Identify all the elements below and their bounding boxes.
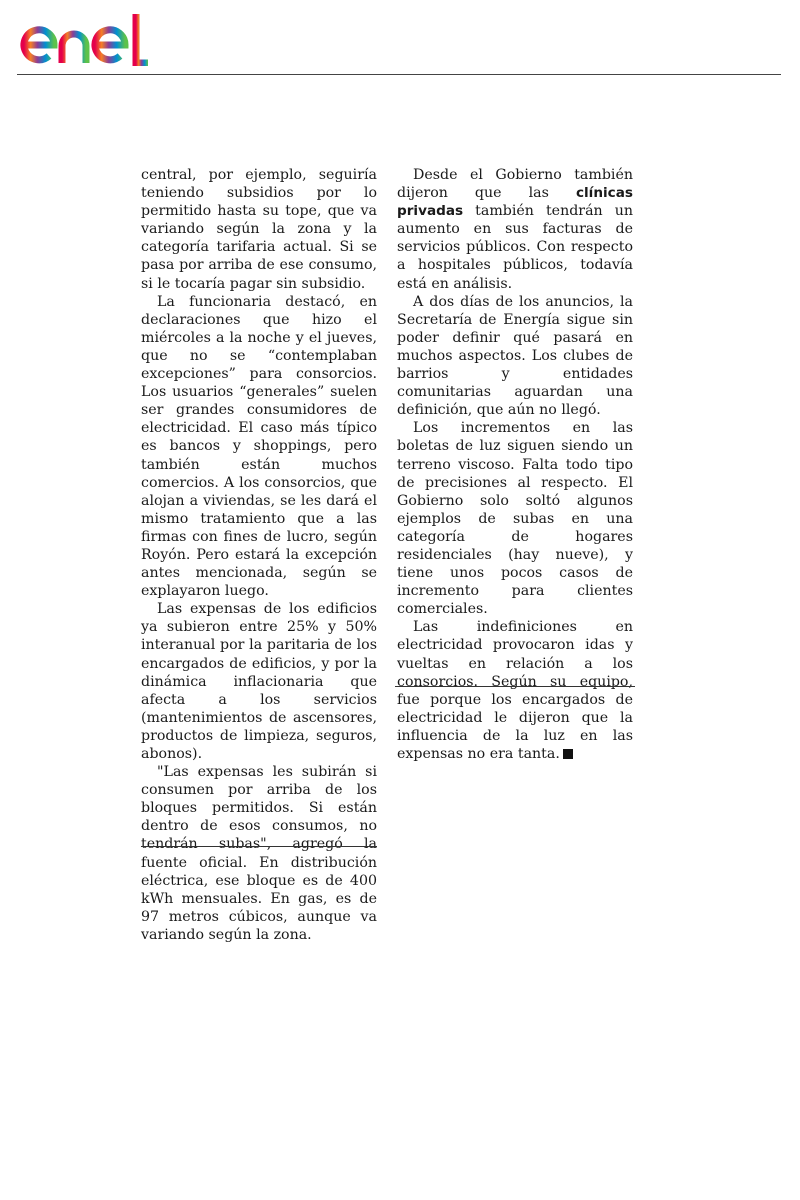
enel-logo	[18, 8, 170, 66]
text-run: también tendrán un aumento en sus facturas de servicios públicos. Con respecto a hospitales públicos, todavía está en análisis.	[397, 203, 633, 292]
paragraph	[397, 618, 633, 763]
text-run: Las indefiniciones en electricidad provocaron idas y vueltas en relación a los consorcios. Según su equipo, fue porque los encargados de electricidad le dijeron que la influencia de la luz en las expensas no era tanta.	[397, 619, 633, 762]
end-of-article-mark	[563, 749, 573, 759]
column-end-rule	[141, 846, 377, 847]
paragraph: Los incrementos en las boletas de luz siguen siendo un terreno viscoso. Falta todo tipo de precisiones al respecto. El Gobierno solo soltó algunos ejemplos de subas en una categoría de hogares residenciales (hay nueve), y tiene unos pocos casos de incremento para clientes comerciales.	[397, 420, 633, 618]
paragraph: A dos días de los anuncios, la Secretaría de Energía sigue sin poder definir qué pasará en muchos aspectos. Los clubes de barrios y entidades comunitarias aguardan una definición, que aún no llegó.	[397, 293, 633, 419]
article-column-left	[141, 166, 377, 944]
paragraph	[397, 166, 633, 293]
text-run: Desde el Gobierno también dijeron que las	[397, 167, 633, 202]
article-column-right	[397, 166, 633, 763]
paragraph: Las expensas de los edificios ya subieron entre 25% y 50% interanual por la paritaria de los encargados de edificios, y por la dinámica inflacionaria que afecta a los servicios (mantenimientos de ascensores, productos de limpieza, seguros, abonos).	[141, 601, 377, 762]
paragraph: La funcionaria destacó, en declaraciones que hizo el miércoles a la noche y el jueves, que no se “contemplaban excepciones” para consorcios. Los usuarios “generales” suelen ser grandes consumidores de electricidad. El caso más típico es bancos y shoppings, pero también están muchos comercios. A los consorcios, que alojan a viviendas, se les dará el mismo tratamiento que a las firmas con fines de lucro, según Royón. Pero estará la excepción antes mencionada, según se explayaron luego.	[141, 293, 377, 600]
column-end-rule	[395, 686, 635, 687]
paragraph: "Las expensas les subirán si consumen por arriba de los bloques permitidos. Si están dentro de esos consumos, no tendrán subas", agregó la fuente oficial. En distribución eléctrica, ese bloque es de 400 kWh mensuales. En gas, es de 97 metros cúbicos, aunque va variando según la zona.	[141, 764, 377, 943]
header-rule	[17, 74, 781, 75]
highlight-text: clínicas privadas	[397, 185, 633, 220]
paragraph: central, por ejemplo, seguiría teniendo subsidios por lo permitido hasta su tope, que va variando según la zona y la categoría tarifaria actual. Si se pasa por arriba de ese consumo, si le tocaría pagar sin subsidio.	[141, 167, 377, 292]
